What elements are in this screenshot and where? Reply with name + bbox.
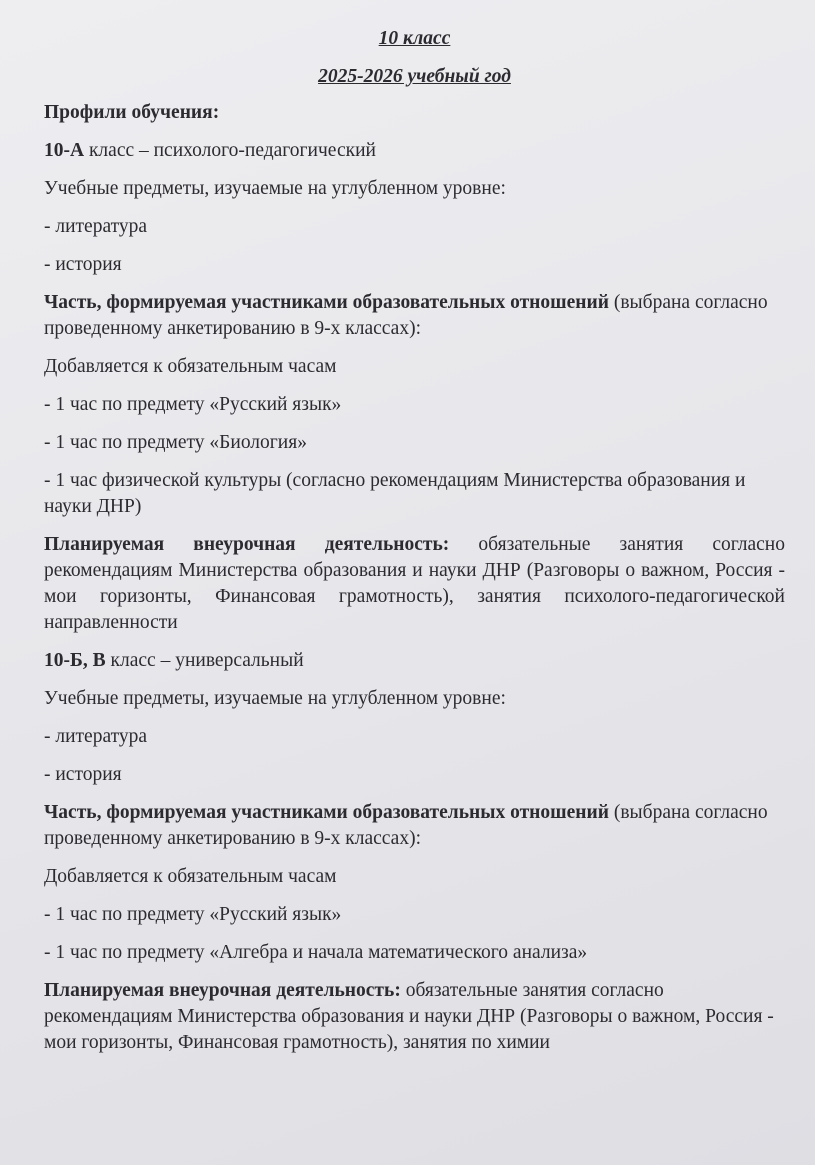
class-bv-label: класс – универсальный xyxy=(105,650,304,671)
class-bv-extracurricular xyxy=(44,978,785,1056)
grade-heading: 10 класс xyxy=(378,28,451,49)
class-bv-extra-bold: Планируемая внеурочная деятельность: xyxy=(44,980,401,1001)
class-a-subject-item: - история xyxy=(44,254,122,275)
class-bv-added-item: - 1 час по предмету «Русский язык» xyxy=(44,904,342,925)
class-a-part-bold: Часть, формируемая участниками образовательных отношений xyxy=(44,292,609,313)
class-bv-subject-item: - история xyxy=(44,764,122,785)
class-a-extracurricular xyxy=(44,532,785,636)
class-bv-part-rest: (выбрана согласно проведенному анкетированию в 9-х классах): xyxy=(44,802,768,849)
class-bv-added-item: - 1 час по предмету «Алгебра и начала математического анализа» xyxy=(44,942,588,963)
class-bv-subjects-intro: Учебные предметы, изучаемые на углубленном уровне: xyxy=(44,688,506,709)
class-bv-subject-item: - литература xyxy=(44,726,148,747)
class-bv-added-intro: Добавляется к обязательным часам xyxy=(44,866,337,887)
class-bv-title xyxy=(44,648,785,674)
class-a-name: 10-А xyxy=(44,140,85,161)
class-a-title xyxy=(44,138,785,164)
class-a-subject-item: - литература xyxy=(44,216,148,237)
class-a-added-item: - 1 час физической культуры (согласно рекомендациям Министерства образования и науки ДНР) xyxy=(44,470,746,517)
class-bv-name: 10-Б, В xyxy=(44,650,106,671)
class-a-part-rest: (выбрана согласно проведенному анкетированию в 9-х классах): xyxy=(44,292,768,339)
profiles-title: Профили обучения: xyxy=(44,102,220,123)
class-a-added-item: - 1 час по предмету «Русский язык» xyxy=(44,394,342,415)
class-a-extra-rest: обязательные занятия согласно рекомендациям Министерства образования и науки ДНР (Разговоры о важном, Россия - мои горизонты, Финансовая грамотность), занятия психолого-педагогической направленности xyxy=(44,534,785,633)
class-bv-extra-rest: обязательные занятия согласно рекомендациям Министерства образования и науки ДНР (Разговоры о важном, Россия - мои горизонты, Финансовая грамотность), занятия по химии xyxy=(44,980,774,1053)
class-a-label: класс – психолого-педагогический xyxy=(84,140,376,161)
class-a-subjects-intro: Учебные предметы, изучаемые на углубленном уровне: xyxy=(44,178,506,199)
class-bv-part-bold: Часть, формируемая участниками образовательных отношений xyxy=(44,802,609,823)
class-a-added-intro: Добавляется к обязательным часам xyxy=(44,356,337,377)
class-a-added-item: - 1 час по предмету «Биология» xyxy=(44,432,307,453)
school-year-heading: 2025-2026 учебный год xyxy=(318,66,511,87)
class-bv-part xyxy=(44,800,785,852)
class-a-part xyxy=(44,290,785,342)
class-a-extra-bold: Планируемая внеурочная деятельность: xyxy=(44,534,450,555)
